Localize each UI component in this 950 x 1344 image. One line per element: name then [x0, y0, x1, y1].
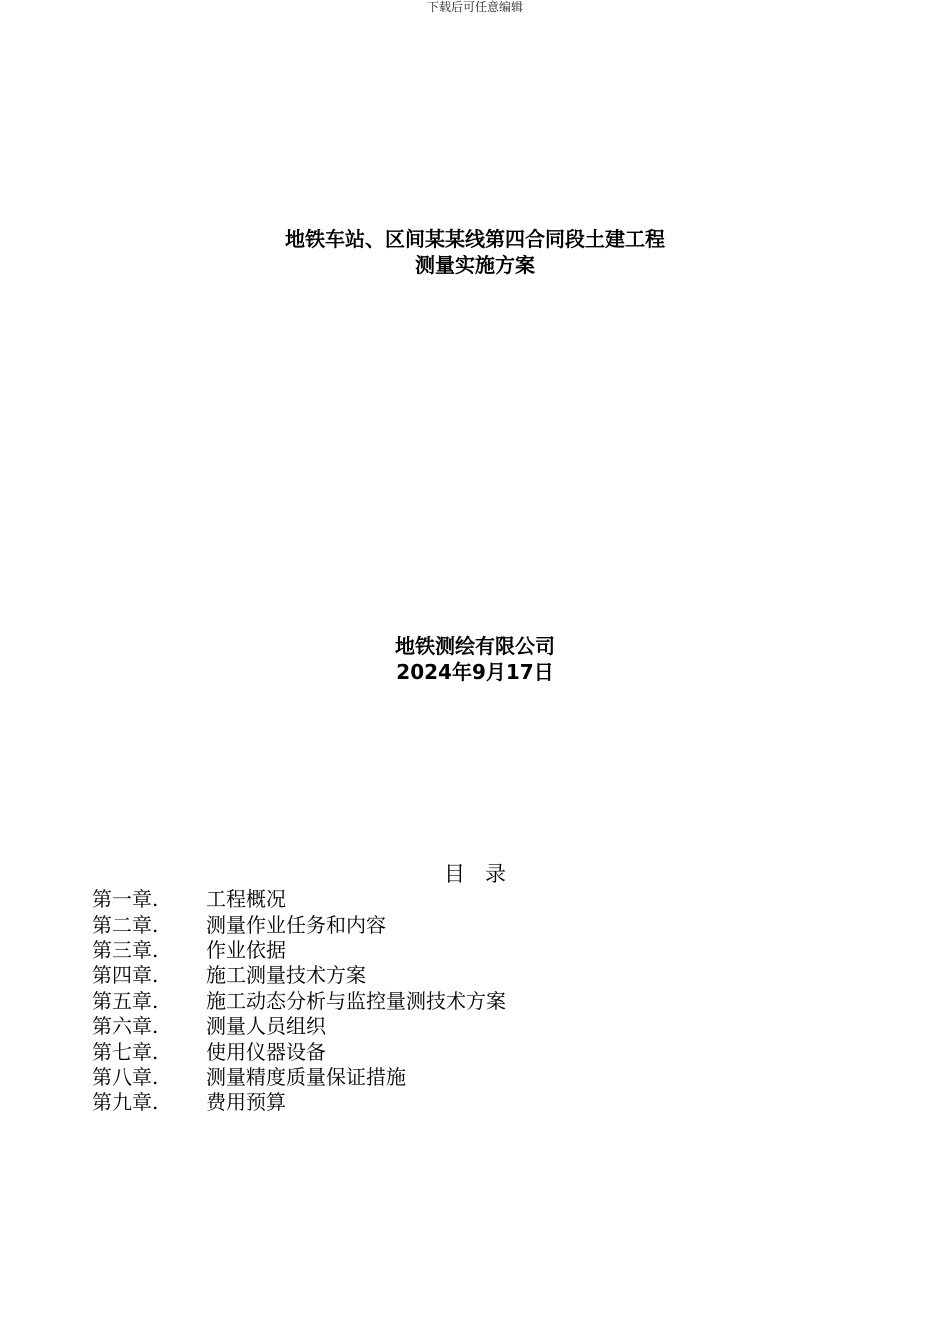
toc-chapter-title: 施工测量技术方案 — [206, 963, 366, 988]
title-line-1: 地铁车站、区间某某线第四合同段土建工程 — [285, 227, 665, 251]
toc-chapter-title: 施工动态分析与监控量测技术方案 — [206, 988, 506, 1013]
company-name: 地铁测绘有限公司 — [395, 634, 555, 658]
toc-chapter-title: 使用仪器设备 — [206, 1039, 326, 1064]
toc-item[interactable] — [92, 1065, 506, 1090]
toc-chapter-number: 第七章. — [92, 1039, 159, 1064]
title-line-2: 测量实施方案 — [415, 253, 535, 277]
page-header-note: 下载后可任意编辑 — [426, 0, 523, 14]
toc-chapter-title: 作业依据 — [206, 937, 286, 962]
toc-heading: 目录 — [444, 862, 526, 886]
toc-item[interactable] — [92, 1014, 506, 1039]
toc-item[interactable] — [92, 887, 506, 912]
toc-chapter-number: 第三章. — [92, 937, 159, 962]
toc-item[interactable] — [92, 912, 506, 937]
document-title — [0, 226, 950, 278]
toc-chapter-number: 第四章. — [92, 963, 159, 988]
toc-item[interactable] — [92, 938, 506, 963]
document-date: 2024年9月17日 — [396, 660, 554, 684]
toc-list — [92, 887, 506, 1116]
toc-chapter-number: 第六章. — [92, 1014, 159, 1039]
toc-chapter-title: 测量作业任务和内容 — [206, 912, 386, 937]
toc-item[interactable] — [92, 963, 506, 988]
toc-chapter-number: 第二章. — [92, 912, 159, 937]
toc-chapter-title: 费用预算 — [206, 1090, 286, 1115]
toc-item[interactable] — [92, 1039, 506, 1064]
toc-chapter-number: 第九章. — [92, 1090, 159, 1115]
toc-item[interactable] — [92, 989, 506, 1014]
toc-chapter-number: 第五章. — [92, 988, 159, 1013]
toc-chapter-title: 测量精度质量保证措施 — [206, 1064, 406, 1089]
toc-chapter-number: 第八章. — [92, 1064, 159, 1089]
toc-chapter-number: 第一章. — [92, 887, 159, 912]
toc-chapter-title: 工程概况 — [206, 887, 286, 912]
toc-item[interactable] — [92, 1090, 506, 1115]
toc-chapter-title: 测量人员组织 — [206, 1014, 326, 1039]
company-info — [0, 633, 950, 685]
